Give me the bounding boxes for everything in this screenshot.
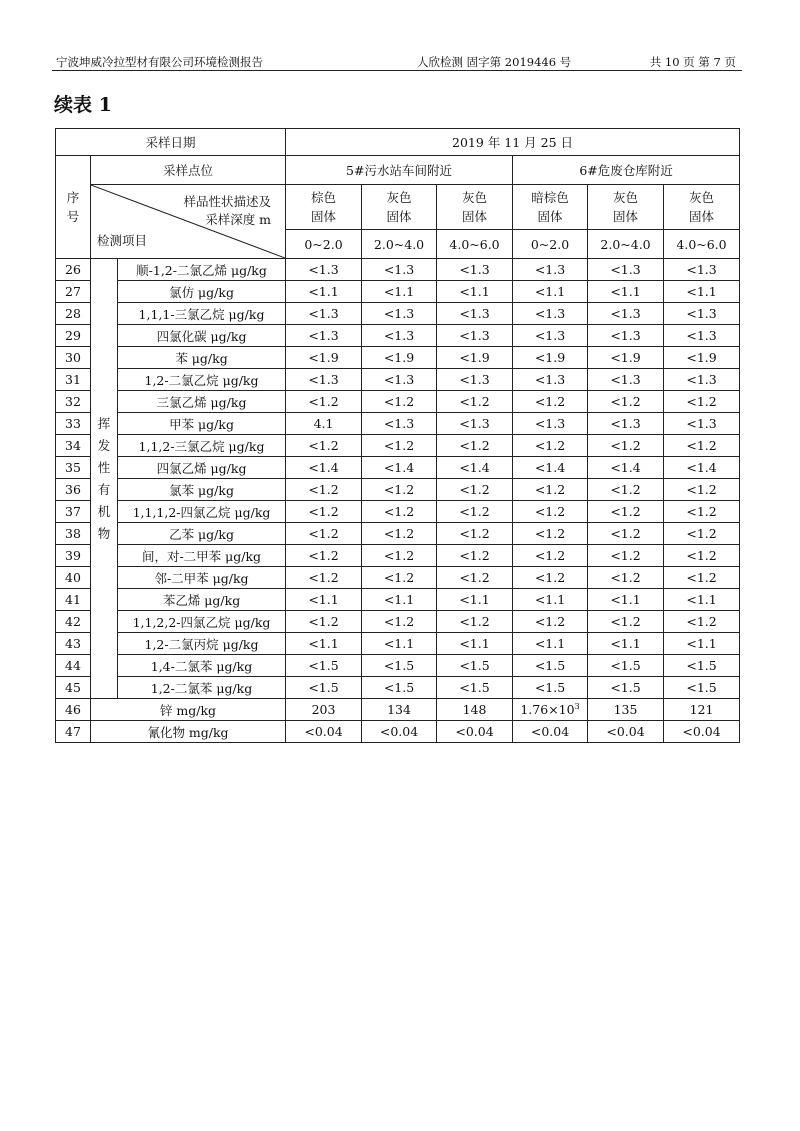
value-cell: <1.2: [286, 567, 362, 589]
table-row: [56, 545, 740, 567]
table-row: [56, 523, 740, 545]
group-label-text: 挥发性有机物: [97, 415, 111, 541]
value-cell: <1.3: [513, 259, 588, 281]
header-divider: [52, 70, 742, 71]
value-cell: <1.1: [362, 589, 437, 611]
value-cell: <1.5: [588, 655, 664, 677]
value-cell: <1.3: [513, 369, 588, 391]
value-cell: <1.3: [362, 259, 437, 281]
sample-depth-1: 0~2.0: [286, 230, 362, 259]
row-number: 47: [56, 721, 91, 743]
continuation-title: 续表 1: [54, 94, 112, 116]
value-cell: <1.3: [664, 413, 740, 435]
sample-color: 灰色: [689, 190, 715, 205]
value-cell: <0.04: [513, 721, 588, 743]
value-cell: <1.5: [437, 677, 513, 699]
superscript: 3: [574, 701, 580, 711]
table-row: [56, 413, 740, 435]
value-cell: 148: [437, 699, 513, 721]
sample-state: 固体: [311, 209, 337, 224]
value-cell: <1.1: [286, 281, 362, 303]
table-row: [56, 589, 740, 611]
row-number: 32: [56, 391, 91, 413]
value-cell: <1.1: [588, 281, 664, 303]
value-cell: 4.1: [286, 413, 362, 435]
value-cell: <1.1: [513, 281, 588, 303]
table-row: [56, 435, 740, 457]
value-cell: <1.3: [513, 325, 588, 347]
value-cell: <1.1: [362, 281, 437, 303]
value-cell: <1.2: [437, 523, 513, 545]
value-cell: <1.3: [664, 369, 740, 391]
value-cell: <1.2: [286, 435, 362, 457]
sample-depth-3: 4.0~6.0: [437, 230, 513, 259]
table-row: [56, 699, 740, 721]
value-cell: <1.2: [588, 567, 664, 589]
sample-depth-2: 2.0~4.0: [362, 230, 437, 259]
company-report-title: 宁波坤威冷拉型材有限公司环境检测报告: [56, 55, 263, 69]
value-cell: <1.1: [437, 633, 513, 655]
value-cell: <1.1: [588, 589, 664, 611]
item-name: 1,1,1-三氯乙烷 μg/kg: [118, 303, 286, 325]
table-row: [56, 479, 740, 501]
sample-desc-3: [437, 185, 513, 230]
site-label: 采样点位: [91, 156, 286, 185]
value-cell: <1.1: [513, 589, 588, 611]
group-label: [91, 259, 118, 699]
sample-depth-4: 0~2.0: [513, 230, 588, 259]
report-number: 人欣检测 固字第 2019446 号: [417, 55, 572, 69]
value-cell: <1.3: [588, 303, 664, 325]
value-cell: 203: [286, 699, 362, 721]
sample-desc-4: [513, 185, 588, 230]
desc-label-1: 样品性状描述及: [183, 194, 272, 209]
sample-desc-1: [286, 185, 362, 230]
row-number: 39: [56, 545, 91, 567]
value-cell: <1.2: [588, 545, 664, 567]
value-cell: <1.3: [437, 413, 513, 435]
sample-color: 灰色: [386, 190, 412, 205]
seq-label: 序号: [66, 190, 80, 224]
item-name: 苯 μg/kg: [118, 347, 286, 369]
value-cell: <1.4: [588, 457, 664, 479]
sample-state: 固体: [613, 209, 639, 224]
value-cell: <1.1: [664, 589, 740, 611]
value-cell: <1.3: [664, 325, 740, 347]
value-cell: <1.3: [588, 369, 664, 391]
row-number: 31: [56, 369, 91, 391]
item-name: 氯仿 μg/kg: [118, 281, 286, 303]
value-cell: <1.4: [664, 457, 740, 479]
item-name: 1,4-二氯苯 μg/kg: [118, 655, 286, 677]
value-cell: <1.2: [362, 523, 437, 545]
sample-desc-2: [362, 185, 437, 230]
value-cell: <1.2: [513, 501, 588, 523]
value-cell: 121: [664, 699, 740, 721]
sampling-date: 2019 年 11 月 25 日: [286, 129, 740, 156]
value-cell: <1.3: [513, 413, 588, 435]
value-cell: <1.2: [513, 567, 588, 589]
row-number: 41: [56, 589, 91, 611]
item-name: 乙苯 μg/kg: [118, 523, 286, 545]
value-cell: <1.2: [513, 611, 588, 633]
value-cell: <1.3: [286, 369, 362, 391]
value-cell: <1.2: [513, 545, 588, 567]
item-name: 1,1,2,2-四氯乙烷 μg/kg: [118, 611, 286, 633]
value-cell: <1.1: [664, 281, 740, 303]
value-cell: <1.2: [362, 391, 437, 413]
value-cell: <1.3: [286, 325, 362, 347]
value-cell: $1.76\times 10^3$: [513, 699, 588, 721]
value-cell: <1.5: [664, 655, 740, 677]
item-name: 三氯乙烯 μg/kg: [118, 391, 286, 413]
value-cell: <1.1: [286, 633, 362, 655]
value-cell: <0.04: [286, 721, 362, 743]
value-cell: 135: [588, 699, 664, 721]
page-header: [52, 52, 742, 70]
table-row: [56, 721, 740, 743]
value-cell: <1.2: [286, 611, 362, 633]
row-number: 28: [56, 303, 91, 325]
row-number: 33: [56, 413, 91, 435]
item-name: 1,2-二氯乙烷 μg/kg: [118, 369, 286, 391]
item-name: 1,1,2-三氯乙烷 μg/kg: [118, 435, 286, 457]
value-cell: <1.5: [513, 677, 588, 699]
site2-name: 6#危废仓库附近: [513, 156, 740, 185]
diagonal-header-cell: [91, 185, 286, 259]
value-cell: <1.5: [286, 677, 362, 699]
row-number: 45: [56, 677, 91, 699]
item-name: 间，对-二甲苯 μg/kg: [118, 545, 286, 567]
sample-color: 棕色: [311, 190, 337, 205]
value-cell: <1.2: [588, 479, 664, 501]
item-name: 1,2-二氯苯 μg/kg: [118, 677, 286, 699]
value-cell: <1.3: [664, 303, 740, 325]
value-cell: <1.2: [513, 523, 588, 545]
value-cell: <1.3: [437, 369, 513, 391]
value-cell: <1.9: [513, 347, 588, 369]
value-cell: <1.9: [362, 347, 437, 369]
value-cell: <1.2: [513, 479, 588, 501]
value-cell: <0.04: [664, 721, 740, 743]
value-cell: <1.2: [437, 391, 513, 413]
table-row: [56, 501, 740, 523]
value-cell: <1.2: [664, 611, 740, 633]
value-cell: <1.4: [437, 457, 513, 479]
sample-color: 灰色: [462, 190, 488, 205]
value-cell: <1.2: [437, 501, 513, 523]
value-cell: <1.1: [437, 589, 513, 611]
sample-desc-6: [664, 185, 740, 230]
sample-state: 固体: [462, 209, 488, 224]
value-cell: <0.04: [588, 721, 664, 743]
value-cell: <1.9: [664, 347, 740, 369]
row-number: 30: [56, 347, 91, 369]
item-name: 邻-二甲苯 μg/kg: [118, 567, 286, 589]
item-name: 甲苯 μg/kg: [118, 413, 286, 435]
row-number: 43: [56, 633, 91, 655]
sample-state: 固体: [689, 209, 715, 224]
item-name: 四氯乙烯 μg/kg: [118, 457, 286, 479]
item-name: 四氯化碳 μg/kg: [118, 325, 286, 347]
value-cell: <1.5: [588, 677, 664, 699]
value-cell: <1.3: [286, 259, 362, 281]
table-row: [56, 677, 740, 699]
item-name: 氯苯 μg/kg: [118, 479, 286, 501]
table-row: [56, 633, 740, 655]
value-cell: <1.3: [286, 303, 362, 325]
item-name: 氰化物 mg/kg: [91, 721, 286, 743]
value-cell: <1.1: [588, 633, 664, 655]
value-cell: <1.3: [513, 303, 588, 325]
table-row: [56, 259, 740, 281]
value-cell: <1.5: [513, 655, 588, 677]
value-cell: <1.3: [362, 413, 437, 435]
item-name: 1,2-二氯丙烷 μg/kg: [118, 633, 286, 655]
table-row: [56, 281, 740, 303]
value-cell: <1.2: [362, 611, 437, 633]
seq-header: [56, 156, 91, 259]
row-number: 26: [56, 259, 91, 281]
row-number: 40: [56, 567, 91, 589]
value-cell: <1.2: [437, 435, 513, 457]
value-cell: <1.2: [588, 391, 664, 413]
row-number: 42: [56, 611, 91, 633]
value-cell: <1.9: [588, 347, 664, 369]
table-row: [56, 303, 740, 325]
value-cell: 134: [362, 699, 437, 721]
value-cell: <0.04: [362, 721, 437, 743]
sample-state: 固体: [537, 209, 563, 224]
value-cell: <1.2: [362, 567, 437, 589]
value-cell: <0.04: [437, 721, 513, 743]
value-cell: <1.2: [286, 391, 362, 413]
value-cell: <1.5: [362, 655, 437, 677]
value-cell: <1.2: [664, 501, 740, 523]
sample-depth-5: 2.0~4.0: [588, 230, 664, 259]
value-cell: <1.2: [588, 435, 664, 457]
results-table: [55, 128, 740, 743]
value-cell: <1.3: [664, 259, 740, 281]
page-number: 共 10 页 第 7 页: [649, 55, 736, 69]
value-cell: <1.1: [437, 281, 513, 303]
value-cell: <1.2: [588, 501, 664, 523]
row-number: 34: [56, 435, 91, 457]
sample-depth-6: 4.0~6.0: [664, 230, 740, 259]
value-cell: <1.2: [588, 611, 664, 633]
sample-desc-5: [588, 185, 664, 230]
value-cell: <1.2: [588, 523, 664, 545]
value-cell: <1.2: [286, 545, 362, 567]
value-cell: <1.2: [513, 435, 588, 457]
value-cell: <1.2: [437, 479, 513, 501]
value-cell: <1.2: [664, 479, 740, 501]
row-number: 35: [56, 457, 91, 479]
value-cell: <1.1: [362, 633, 437, 655]
item-name: 苯乙烯 μg/kg: [118, 589, 286, 611]
row-number: 27: [56, 281, 91, 303]
value-cell: <1.2: [437, 611, 513, 633]
value-cell: <1.2: [664, 523, 740, 545]
value-cell: <1.9: [437, 347, 513, 369]
value-cell: <1.5: [286, 655, 362, 677]
table-row: [56, 457, 740, 479]
value-cell: <1.5: [362, 677, 437, 699]
desc-label-2: 采样深度 m: [205, 212, 272, 227]
value-cell: <1.9: [286, 347, 362, 369]
value-cell: <1.3: [437, 303, 513, 325]
value-cell: <1.3: [588, 413, 664, 435]
table-row: [56, 567, 740, 589]
value-cell: <1.2: [362, 435, 437, 457]
value-cell: <1.2: [664, 391, 740, 413]
value-cell: <1.3: [588, 325, 664, 347]
row-number: 29: [56, 325, 91, 347]
value-cell: <1.2: [286, 479, 362, 501]
value-cell: <1.2: [362, 479, 437, 501]
item-name: 锌 mg/kg: [91, 699, 286, 721]
table-row: [56, 611, 740, 633]
item-name: 顺-1,2-二氯乙烯 μg/kg: [118, 259, 286, 281]
table-row: [56, 325, 740, 347]
item-name: 1,1,1,2-四氯乙烷 μg/kg: [118, 501, 286, 523]
value-cell: <1.3: [437, 259, 513, 281]
item-label: 检测项目: [97, 233, 148, 248]
value-cell: <1.4: [286, 457, 362, 479]
sample-color: 灰色: [613, 190, 639, 205]
value-cell: <1.2: [437, 567, 513, 589]
site1-name: 5#污水站车间附近: [286, 156, 513, 185]
value-cell: <1.5: [664, 677, 740, 699]
sample-state: 固体: [386, 209, 412, 224]
value-cell: <1.2: [664, 545, 740, 567]
value-cell: <1.1: [513, 633, 588, 655]
value-cell: <1.2: [362, 545, 437, 567]
row-number: 37: [56, 501, 91, 523]
row-number: 46: [56, 699, 91, 721]
value-cell: <1.1: [664, 633, 740, 655]
value-cell: <1.2: [437, 545, 513, 567]
value-cell: <1.2: [664, 567, 740, 589]
value-cell: <1.3: [437, 325, 513, 347]
value-cell: <1.2: [362, 501, 437, 523]
value-cell: <1.2: [286, 501, 362, 523]
value-cell: <1.4: [513, 457, 588, 479]
table-row: [56, 391, 740, 413]
value-cell: <1.5: [437, 655, 513, 677]
value-cell: <1.3: [362, 325, 437, 347]
value-cell: <1.3: [362, 303, 437, 325]
value-cell: <1.2: [513, 391, 588, 413]
sampling-date-label: 采样日期: [56, 129, 286, 156]
table-row: [56, 369, 740, 391]
sample-color: 暗棕色: [531, 190, 569, 205]
value-cell: <1.1: [286, 589, 362, 611]
table-row: [56, 347, 740, 369]
value-cell: <1.4: [362, 457, 437, 479]
value-cell: <1.2: [664, 435, 740, 457]
value-cell: <1.3: [362, 369, 437, 391]
table-row: [56, 655, 740, 677]
row-number: 36: [56, 479, 91, 501]
row-number: 44: [56, 655, 91, 677]
value-cell: <1.2: [286, 523, 362, 545]
value-cell: <1.3: [588, 259, 664, 281]
row-number: 38: [56, 523, 91, 545]
